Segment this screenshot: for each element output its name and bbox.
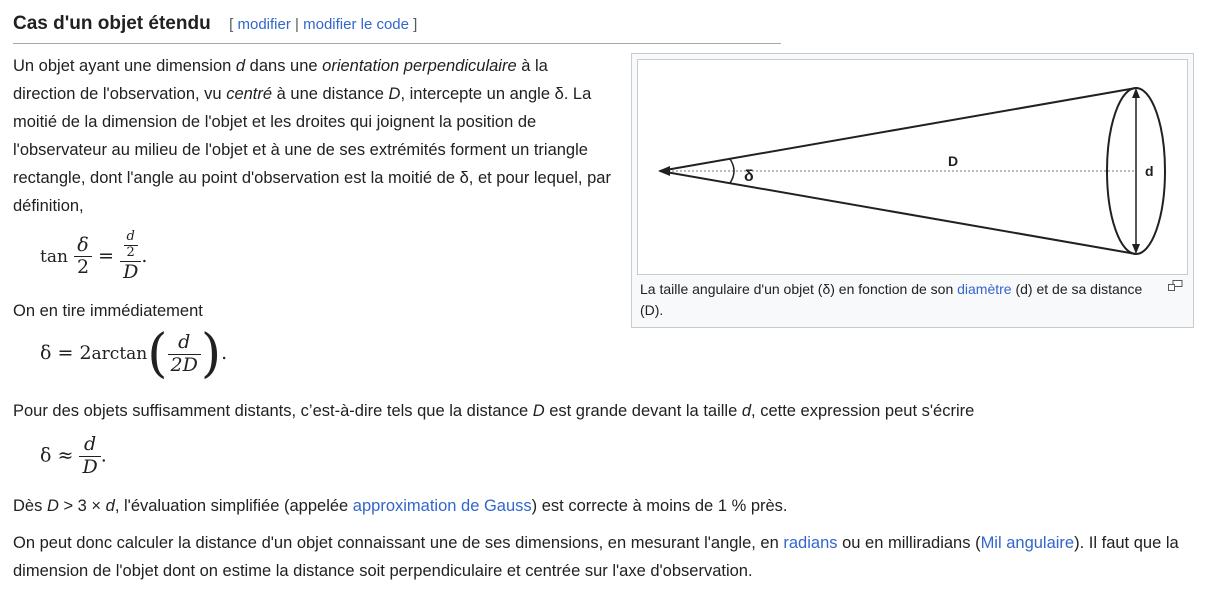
paragraph-deduction: On en tire immédiatement xyxy=(13,302,203,320)
edit-code-link[interactable]: modifier le code xyxy=(303,16,409,33)
upper-ray xyxy=(660,88,1136,171)
figure-thumbnail xyxy=(631,53,1194,328)
lower-ray xyxy=(660,171,1136,254)
var-D: D xyxy=(388,85,401,103)
term-orientation: orientation perpendiculaire xyxy=(322,57,517,75)
mil-angulaire-link[interactable]: Mil angulaire xyxy=(980,534,1075,552)
radians-link[interactable]: radians xyxy=(783,534,838,552)
diametre-link[interactable]: diamètre xyxy=(957,281,1012,297)
fraction-d2-over-D: $\frac{\frac{d}{2}}{D}$ xyxy=(120,230,141,284)
edit-separator: | xyxy=(295,16,299,33)
bracket-close: ] xyxy=(413,16,418,33)
apex-arrow-icon xyxy=(658,166,670,176)
delta-label: δ xyxy=(744,168,754,185)
paragraph-conclusion: On peut donc calculer la distance d'un objet connaissant une de ses dimensions, en mesurant l'angle, en radians ou en milliradians (Mil angulaire). Il faut que la dimension de l'objet dont on estime la distance soit perpendiculaire et centrée sur l'axe d'observation. xyxy=(13,534,1179,580)
equation-approx: δ ≈ $\frac{d}{D}$ . xyxy=(40,433,107,478)
diagram-svg xyxy=(638,60,1187,274)
fraction-d-over-D: $\frac{d}{D}$ xyxy=(79,434,100,479)
figure-caption: La taille angulaire d'un objet (δ) en fonction de son diamètre (d) et de sa distance (D). xyxy=(640,281,1143,318)
paragraph-intro: Un objet ayant une dimension d dans une orientation perpendiculaire à la direction de l'observation, vu centré à une distance D, intercepte un angle δ. La moitié de la dimension de l'objet et les droites qui joignent la position de l'observateur au milieu de l'objet et à une de ses extrémités forment un triangle rectangle, dont l'angle au point d'observation est la moitié de δ, et pour lequel, par définition, xyxy=(13,57,611,215)
fraction-delta-2: $\frac{\delta}{2}$ xyxy=(74,235,92,280)
gauss-approximation-link[interactable]: approximation de Gauss xyxy=(352,497,532,515)
paragraph-distant-objects: Pour des objets suffisamment distants, c’est-à-dire tels que la distance D est grande devant la taille d, cette expression peut s'écrire xyxy=(13,402,975,420)
edit-link[interactable]: modifier xyxy=(237,16,291,33)
fraction-d-over-2D: $\frac{d}{2D}$ xyxy=(168,332,201,377)
edit-section-links xyxy=(229,16,417,33)
equation-arctan: δ = 2arctan( $\frac{d}{2D}$ ). xyxy=(40,324,228,384)
magnify-icon[interactable] xyxy=(1168,278,1183,296)
diameter-label: d xyxy=(1145,163,1154,179)
bracket-open: [ xyxy=(229,16,234,33)
term-centre: centré xyxy=(226,85,273,103)
paragraph-gauss: Dès D > 3 × d, l'évaluation simplifiée (appelée approximation de Gauss) est correcte à moins de 1 % près. xyxy=(13,497,788,515)
equation-tan: tan $\frac{\delta}{2}$ = $\frac{\frac{d}{2}}{D}$ . xyxy=(40,229,148,283)
var-d: d xyxy=(235,57,246,75)
section-heading xyxy=(13,13,781,44)
section-title: Cas d'un objet étendu xyxy=(13,13,211,34)
angular-size-diagram[interactable] xyxy=(637,59,1188,275)
distance-label: D xyxy=(948,153,959,169)
